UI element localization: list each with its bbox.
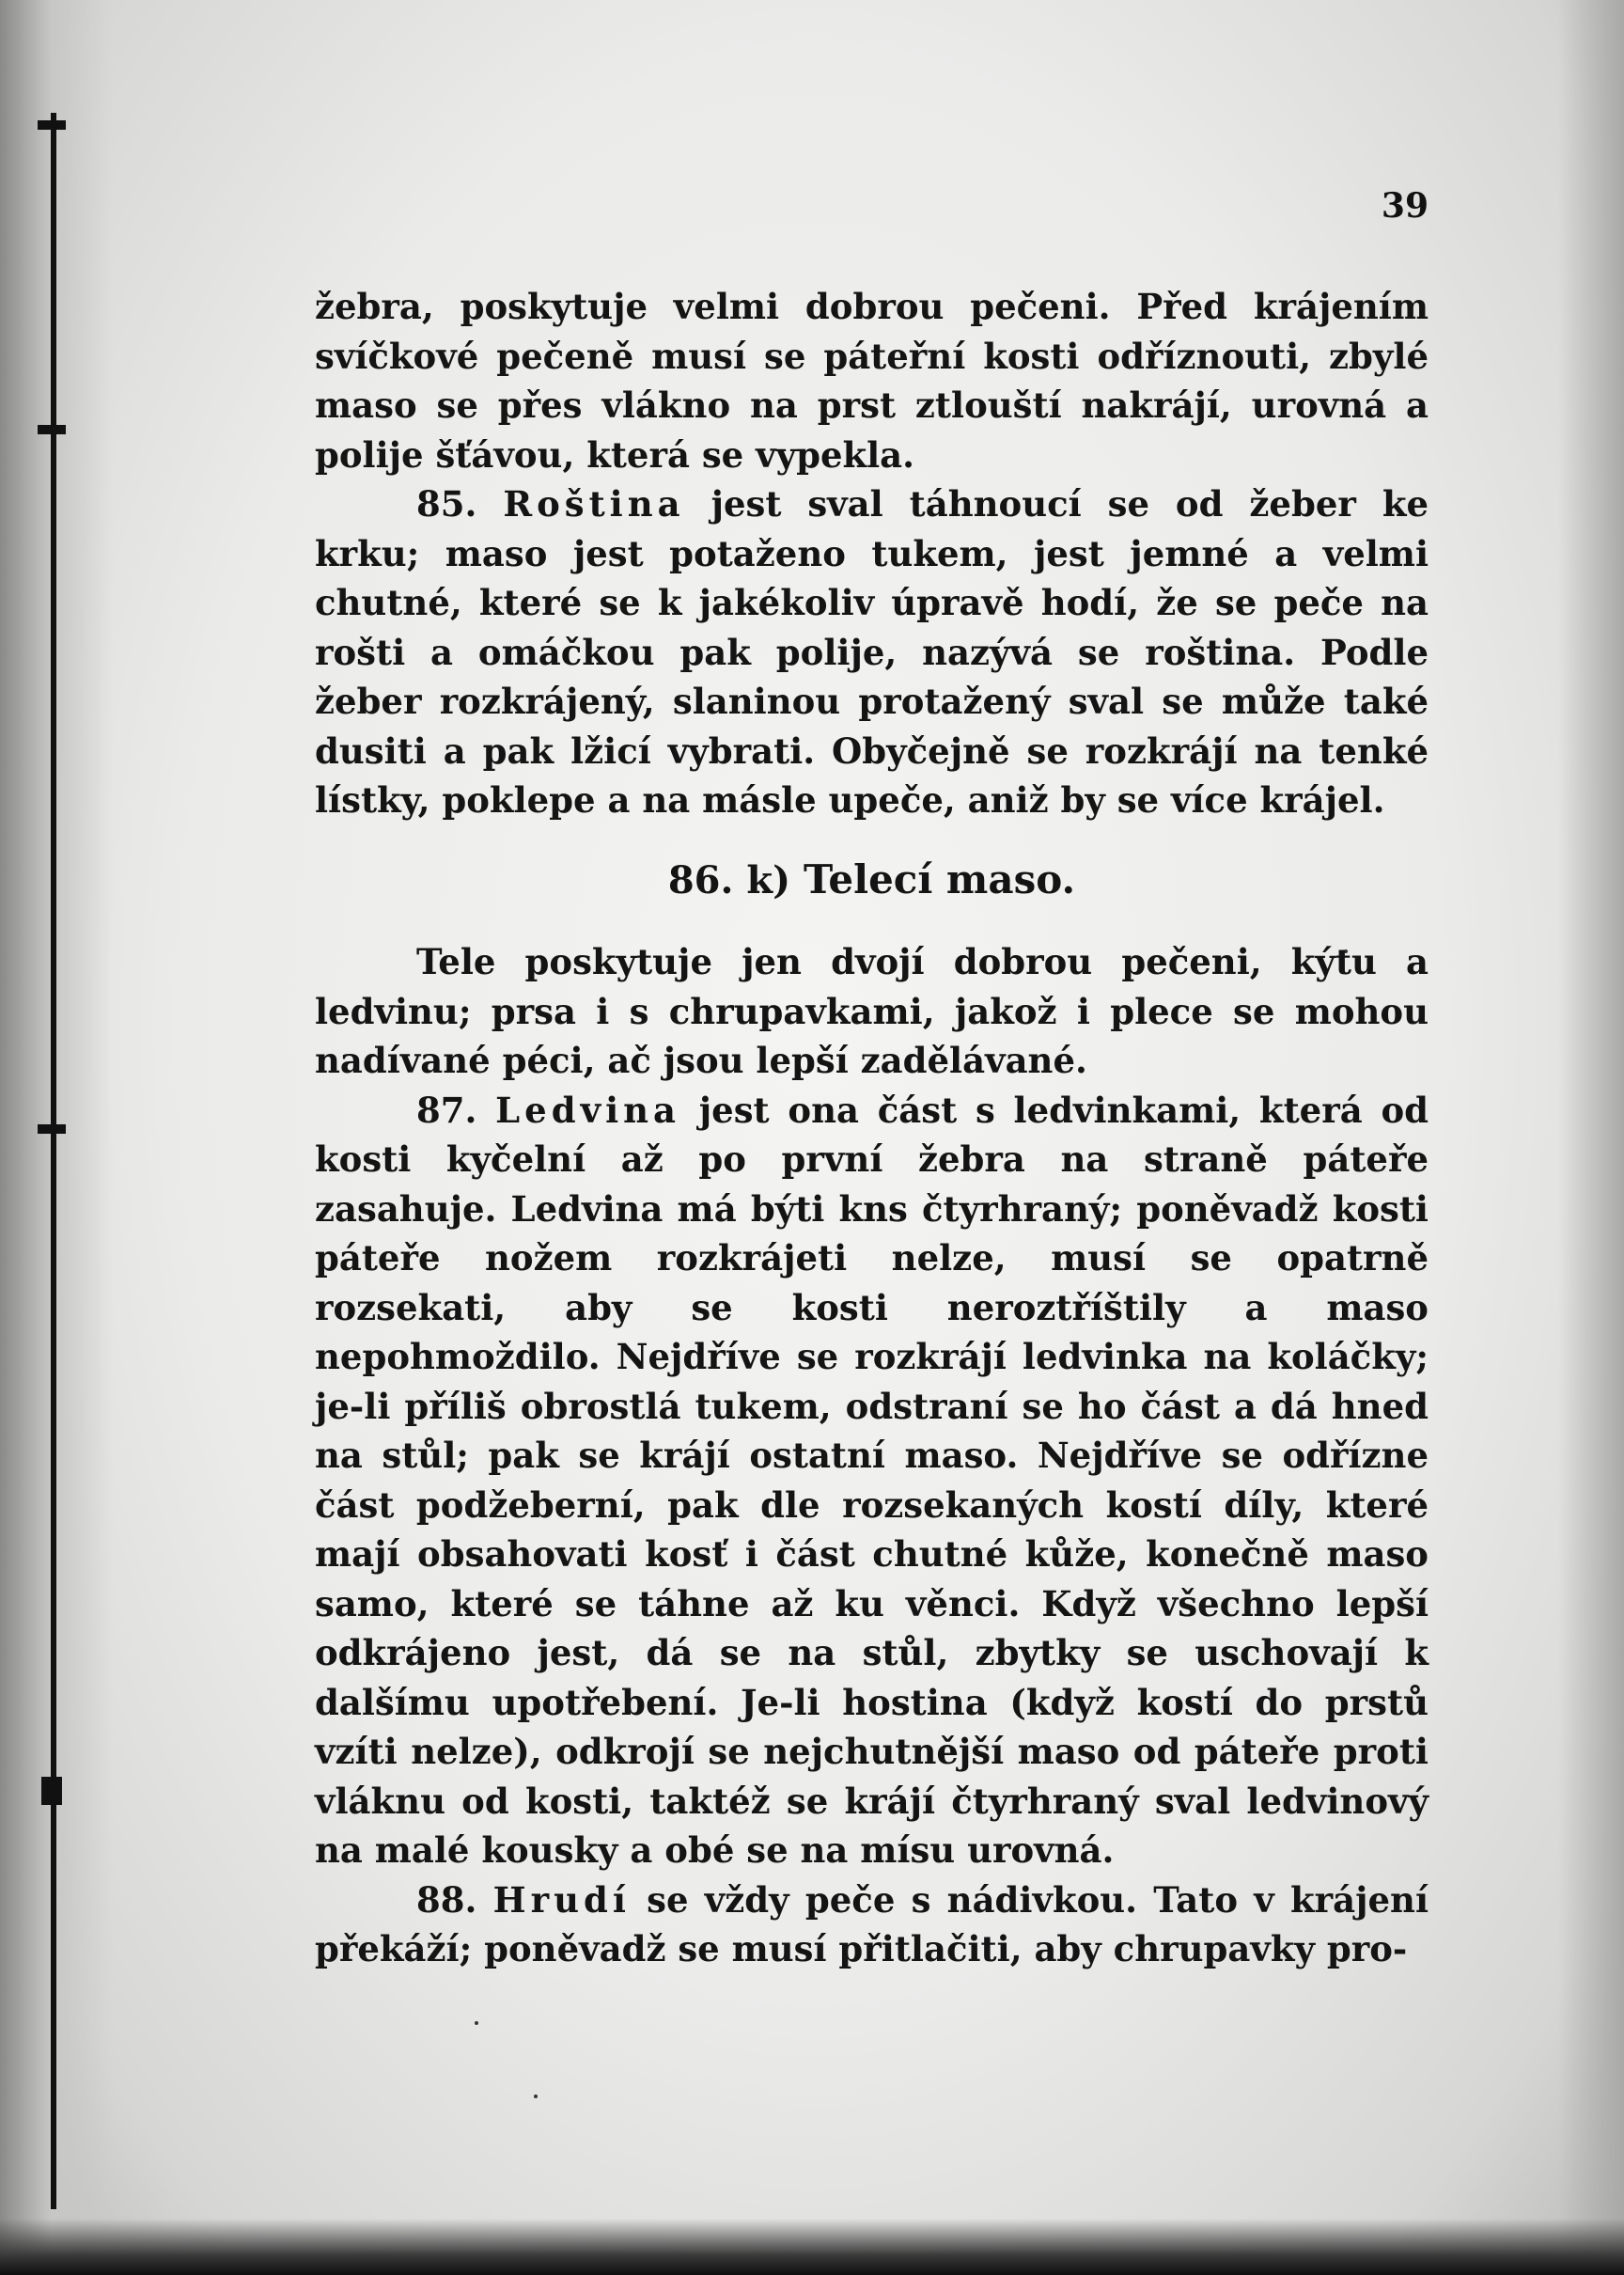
paragraph-term: Ledvina [495,1089,681,1131]
left-edge-shadow [0,0,113,2275]
paragraph-intro: Tele poskytuje jen dvojí dobrou pečeni, kýtu a ledvinu; prsa i s chrupavkami, jakož i plece se mohou nadívané péci, ač jsou lepší zadělávané. [315,941,1429,1081]
right-edge-shadow [1558,0,1624,2275]
paragraph-text: jest ona část s ledvinkami, která od kosti kyčelní až po první žebra na straně páteře zasahuje. Ledvina má býti kns čtyrhraný; poněvadž kosti páteře nožem rozkrájeti nelze, musí se opatrně rozsekati, aby se kosti neroztříštily a maso nepohmoždilo. Nejdříve se rozkrájí ledvinka na koláčky; je-li příliš obrostlá tukem, odstraní se ho část a dá hned na stůl; pak se krájí ostatní maso. Nejdříve se odřízne část podžeberní, pak dle rozsekaných kostí díly, které mají obsahovati kosť i část chutné kůže, konečně maso samo, které se táhne až ku věnci. Když všechno lepší odkrájeno jest, dá se na stůl, zbytky se uschovají k dalšímu upotřebení. Je-li hostina (když kostí do prstů vzíti nelze), odkrojí se nejchutnější maso od páteře proti vláknu od kosti, taktéž se krájí čtyrhraný sval ledvinový na malé kousky a obé se na mísu urovná. [315,1089,1429,1871]
speck [534,2095,538,2098]
paragraph-85 [315,479,1429,825]
binding-mark [41,1777,62,1805]
paragraph-continuation: žebra, poskytuje velmi dobrou pečeni. Před krájením svíčkové pečeně musí se páteřní kosti odříznouti, zbylé maso se přes vlákno na prst ztlouští nakrájí, urovná a polije šťávou, která se vypekla. [315,286,1429,476]
binding-mark [38,120,66,130]
paragraph-term: Roština [503,483,685,525]
heading-number: 86. [667,857,734,902]
paragraph-number: 85. [416,483,477,525]
paragraph-number: 88. [416,1878,477,1921]
paragraph-number: 87. [416,1089,477,1131]
paragraph-term: Hrudí [492,1878,631,1921]
binding-mark [38,425,66,434]
heading-letter: k) [746,857,791,902]
heading-title: Telecí maso. [803,855,1076,902]
body-text [315,282,1429,1974]
paragraph-88 [315,1875,1429,1974]
bottom-edge-shadow [0,2219,1624,2275]
paragraph-text: se vždy peče s nádivkou. Tato v krájení překáží; poněvadž se musí přitlačiti, aby chrupavky pro- [315,1878,1429,1969]
page-number: 39 [1381,186,1429,226]
speck [475,2021,478,2025]
paragraph-text: jest sval táhnoucí se od žeber ke krku; maso jest potaženo tukem, jest jemné a velmi chutné, které se k jakékoliv úpravě hodí, že se peče na rošti a omáčkou pak polije, nazývá se roština. Podle žeber rozkrájený, slaninou protažený sval se může také dusiti a pak lžicí vybrati. Obyčejně se rozkrájí na tenké lístky, poklepe a na másle upeče, aniž by se více krájel. [315,483,1429,821]
section-heading [315,855,1429,906]
binding-mark [38,1124,66,1134]
paragraph-87 [315,1086,1429,1875]
